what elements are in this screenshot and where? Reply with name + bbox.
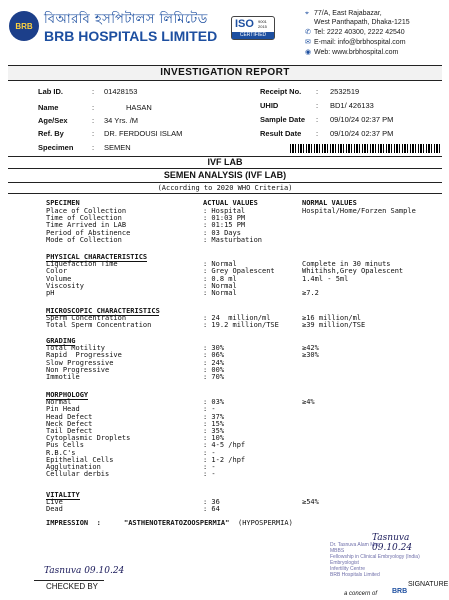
checked-by-label: CHECKED BY	[46, 582, 99, 591]
agesex-label: Age/Sex	[38, 116, 68, 125]
result-label: Non Progressive	[46, 365, 110, 374]
result-date-value: 09/10/24 02:37 PM	[330, 129, 394, 138]
section-heading: VITALITY	[46, 491, 80, 499]
result-label: Time Arrived in LAB	[46, 221, 127, 230]
result-label: Sperm Concentration	[46, 314, 127, 323]
result-value: : Normal	[203, 289, 237, 297]
result-value: : 10%	[203, 434, 225, 443]
receipt-label: Receipt No.	[260, 87, 302, 96]
result-label: Pus Cells	[46, 441, 84, 450]
result-value: : Hospital	[203, 207, 246, 215]
result-value: : 24%	[203, 358, 225, 367]
hospital-name: BRB HOSPITALS LIMITED	[44, 28, 218, 44]
result-label: R.B.C's	[46, 448, 76, 457]
result-value: : 06%	[203, 351, 225, 360]
contact-web	[305, 48, 398, 57]
normal-value: ≥39 million/TSE	[302, 321, 366, 330]
result-label: Total Motility	[46, 344, 106, 353]
result-label: Slow Progressive	[46, 358, 114, 367]
normal-value: ≥42%	[302, 344, 319, 353]
result-label: Neck Defect	[46, 419, 93, 428]
impression-value: "ASTHENOTERATOZOOSPERMIA"	[124, 519, 230, 527]
result-value: : 03%	[203, 398, 225, 407]
contact-text: Web: www.brbhospital.com	[314, 49, 399, 56]
impression-label: IMPRESSION :	[46, 519, 101, 527]
result-label: Viscosity	[46, 281, 84, 290]
result-value: : -	[203, 405, 216, 414]
result-label: Tail Defect	[46, 427, 93, 435]
receipt-value: 2532519	[330, 87, 360, 96]
result-label: Live	[46, 498, 63, 507]
normal-value: ≥7.2	[302, 289, 319, 297]
analysis-title: SEMEN ANALYSIS (IVF LAB)	[163, 170, 287, 180]
result-value: : -	[203, 470, 216, 479]
result-value: : Normal	[203, 260, 237, 269]
criteria-note: (According to 2020 WHO Criteria)	[157, 184, 293, 192]
checked-by-line	[34, 580, 104, 581]
contact-address-1	[305, 9, 382, 18]
contact-email	[305, 38, 406, 47]
brb-logo: BRB	[9, 11, 39, 41]
result-label: Immotile	[46, 373, 80, 381]
divider	[8, 193, 442, 194]
result-value: : 70%	[203, 373, 225, 381]
result-value: : 35%	[203, 427, 225, 435]
result-label: Epithelial Cells	[46, 455, 114, 464]
result-label: pH	[46, 289, 55, 297]
result-label: Total Sperm Concentration	[46, 321, 152, 330]
result-label: Cellular derbis	[46, 470, 110, 479]
result-label: Pin Head	[46, 405, 80, 414]
result-value: : 36	[203, 498, 220, 507]
normal-value: ≥4%	[302, 398, 315, 407]
normal-value: Whitihsh,Grey Opalescent	[302, 267, 404, 276]
result-label: Cytoplasmic Droplets	[46, 434, 131, 443]
contact-text: 77/A, East Rajabazar,	[314, 10, 382, 17]
result-value: : 24 million/ml	[203, 314, 271, 323]
refby-label: Ref. By	[38, 129, 64, 138]
lab-name: IVF LAB	[207, 157, 243, 167]
phone-icon: ✆	[305, 29, 311, 36]
signature-label: SIGNATURE	[408, 581, 449, 588]
doctor-handwritten-signature: Tasnuva 09.10.24	[372, 533, 413, 553]
result-label: Period of Abstinence	[46, 228, 131, 237]
patient-name: HASAN	[126, 103, 152, 112]
result-value: : 30%	[203, 344, 225, 353]
report-title: INVESTIGATION REPORT	[8, 65, 442, 81]
result-value: : 19.2 million/TSE	[203, 321, 279, 330]
contact-address-2	[305, 18, 410, 27]
section-heading: GRADING	[46, 337, 76, 345]
contact-text: Tel: 2222 40300, 2222 42540	[314, 29, 405, 36]
divider	[8, 182, 442, 183]
iso-label: ISO	[235, 18, 254, 30]
column-actual-values: ACTUAL VALUES	[203, 199, 258, 207]
result-value: : 1-2 /hpf	[203, 455, 246, 464]
iso-certified-badge	[231, 16, 275, 40]
result-value: : 37%	[203, 412, 225, 421]
result-value: : Masturbation	[203, 235, 263, 244]
contact-text: E-mail: info@brbhospital.com	[314, 39, 406, 46]
concern-label: a concern of	[344, 591, 378, 597]
location-icon: ⌖	[305, 10, 309, 17]
result-label: Volume	[46, 274, 72, 283]
result-label: Mode of Collection	[46, 235, 122, 244]
result-value: : 15%	[203, 419, 225, 428]
result-label: Rapid Progressive	[46, 351, 122, 360]
specimen-value: SEMEN	[104, 143, 131, 152]
result-label: Normal	[46, 398, 72, 407]
section-heading: MORPHOLOGY	[46, 391, 89, 399]
column-normal-values: NORMAL VALUES	[302, 199, 357, 207]
result-label: Agglutination	[46, 463, 101, 471]
barcode	[290, 144, 440, 153]
contact-text: West Panthapath, Dhaka-1215	[314, 19, 410, 26]
uhid-value: BD1/ 426133	[330, 101, 374, 110]
result-label: Place of Collection	[46, 207, 127, 215]
sample-date-value: 09/10/24 02:37 PM	[330, 115, 394, 124]
doctor-stamp: Dr. Tasnuva Alam Mim MBBS Fellowship in Clinical Embryology (India) Embryologist Infertility Centre BRB Hospitals Limited	[330, 542, 420, 578]
normal-value: Complete in 30 minuts	[302, 260, 391, 269]
normal-value: ≥30%	[302, 351, 319, 360]
result-label: Liquefaction Time	[46, 260, 118, 269]
normal-value: ≥16 million/ml	[302, 314, 362, 323]
result-value: : -	[203, 448, 216, 457]
result-value: : 01:03 PM	[203, 214, 246, 223]
normal-value: 1.4ml - 5ml	[302, 274, 349, 283]
iso-number: 9001 2015	[258, 19, 267, 29]
result-value: : 64	[203, 505, 220, 514]
result-value: : 03 Days	[203, 228, 241, 237]
result-label: Time of Collection	[46, 214, 122, 223]
specimen-label: Specimen	[38, 143, 74, 152]
normal-value: Hospital/Home/Forzen Sample	[302, 207, 416, 215]
contact-phone	[305, 28, 405, 37]
result-label: Head Defect	[46, 412, 93, 421]
result-label: Dead	[46, 505, 63, 514]
result-label: Color	[46, 267, 68, 276]
result-value: : Grey Opalescent	[203, 267, 275, 276]
bengali-hospital-name: বিআরবি হসপিটালস লিমিটেড	[44, 12, 208, 27]
divider	[8, 168, 442, 169]
result-value: : Normal	[203, 281, 237, 290]
section-heading: MICROSCOPIC CHARACTERISTICS	[46, 307, 160, 315]
lab-id-label: Lab ID.	[38, 87, 64, 96]
email-icon: ✉	[305, 39, 311, 46]
section-heading: PHYSICAL CHARACTERISTICS	[46, 253, 148, 261]
uhid-label: UHID	[260, 101, 279, 110]
web-icon: ◉	[305, 49, 312, 56]
result-value: : 0.8 ml	[203, 274, 237, 283]
result-value: : 00%	[203, 365, 225, 374]
result-value: : -	[203, 463, 216, 471]
lab-id-value: 01428153	[104, 87, 138, 96]
result-value: : 4-5 /hpf	[203, 441, 246, 450]
agesex-value: 34 Yrs. /M	[104, 116, 139, 125]
result-date-label: Result Date	[260, 129, 302, 138]
column-specimen: SPECIMEN	[46, 199, 80, 207]
impression-note: (HYPOSPERMIA)	[238, 519, 293, 527]
checker-handwritten-signature: Tasnuva 09.10.24	[44, 566, 125, 576]
iso-certified-label: CERTIFIED	[232, 32, 274, 39]
normal-value: ≥54%	[302, 498, 319, 507]
sample-date-label: Sample Date	[260, 115, 306, 124]
brb-mark: BRB	[392, 588, 408, 595]
result-value: : 01:15 PM	[203, 221, 246, 230]
refby-value: DR. FERDOUSI ISLAM	[104, 129, 183, 138]
name-label: Name	[38, 103, 59, 112]
